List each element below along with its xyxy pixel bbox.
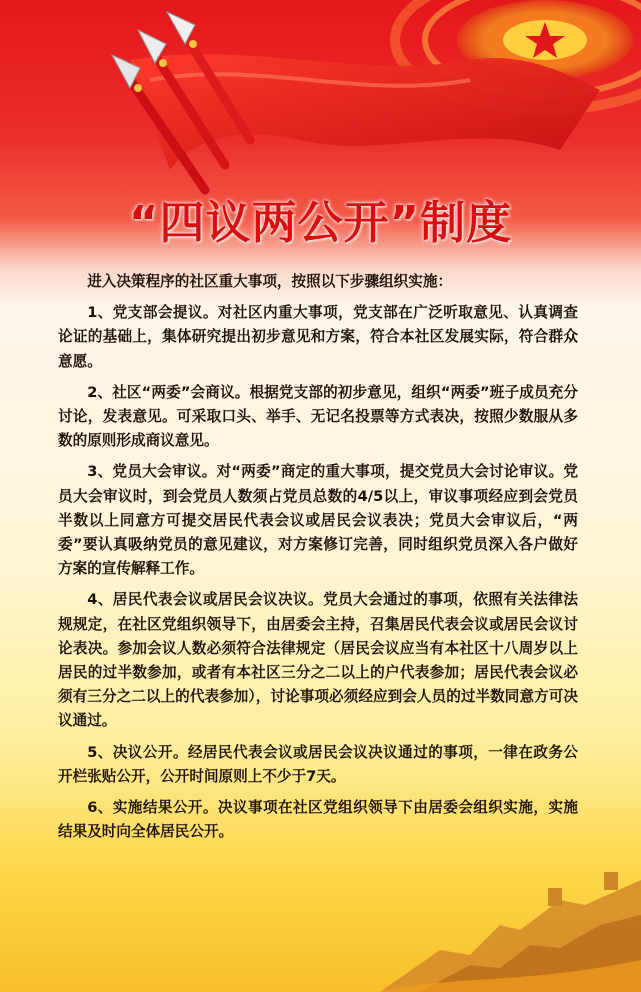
step-paragraph: 2、社区“两委”会商议。根据党支部的初步意见，组织“两委”班子成员充分讨论，发表意见。可采取口头、举手、无记名投票等方式表决，按照少数服从多数的原则形成商议意见。 (58, 383, 578, 450)
step-paragraph: 1、党支部会提议。对社区内重大事项，党支部在广泛听取意见、认真调查论证的基础上，集体研究提出初步意见和方案，符合本社区发展实际，符合群众意愿。 (58, 304, 578, 370)
step-paragraph: 3、党员大会审议。对“两委”商定的重大事项，提交党员大会讨论审议。党员大会审议时，到会党员人数须占党员总数的4/5以上，审议事项经应到会党员半数以上同意方可提交居民代表会议或居民会议表决；党员大会审议后，“两委”要认真吸纳党员的意见建议，对方案修订完善，同时组织党员深入各户做好方案的宣传解释工作。 (58, 463, 578, 578)
step-paragraph: 5、决议公开。经居民代表会议或居民会议决议通过的事项，一律在政务公开栏张贴公开，公开时间原则上不少于7天。 (58, 743, 578, 785)
body-text (58, 270, 578, 851)
step-paragraph: 6、实施结果公开。决议事项在社区党组织领导下由居委会组织实施，实施结果及时向全体居民公开。 (58, 799, 578, 841)
step-paragraph: 4、居民代表会议或居民会议决议。党员大会通过的事项，依照有关法律法规规定，在社区党组织领导下，由居委会主持，召集居民代表会议或居民会议讨论表决。参加会议人数必须符合法律规定（居民会议应当有本社区十八周岁以上居民的过半数参加，或者有本社区三分之二以上的户代表参加；居民代表会议必须有三分之二以上的代表参加），讨论事项必须经应到会人员的过半数同意方可决议通过。 (58, 591, 578, 730)
page-title: “四议两公开”制度 (128, 196, 513, 249)
intro-paragraph: 进入决策程序的社区重大事项，按照以下步骤组织实施： (87, 273, 453, 290)
